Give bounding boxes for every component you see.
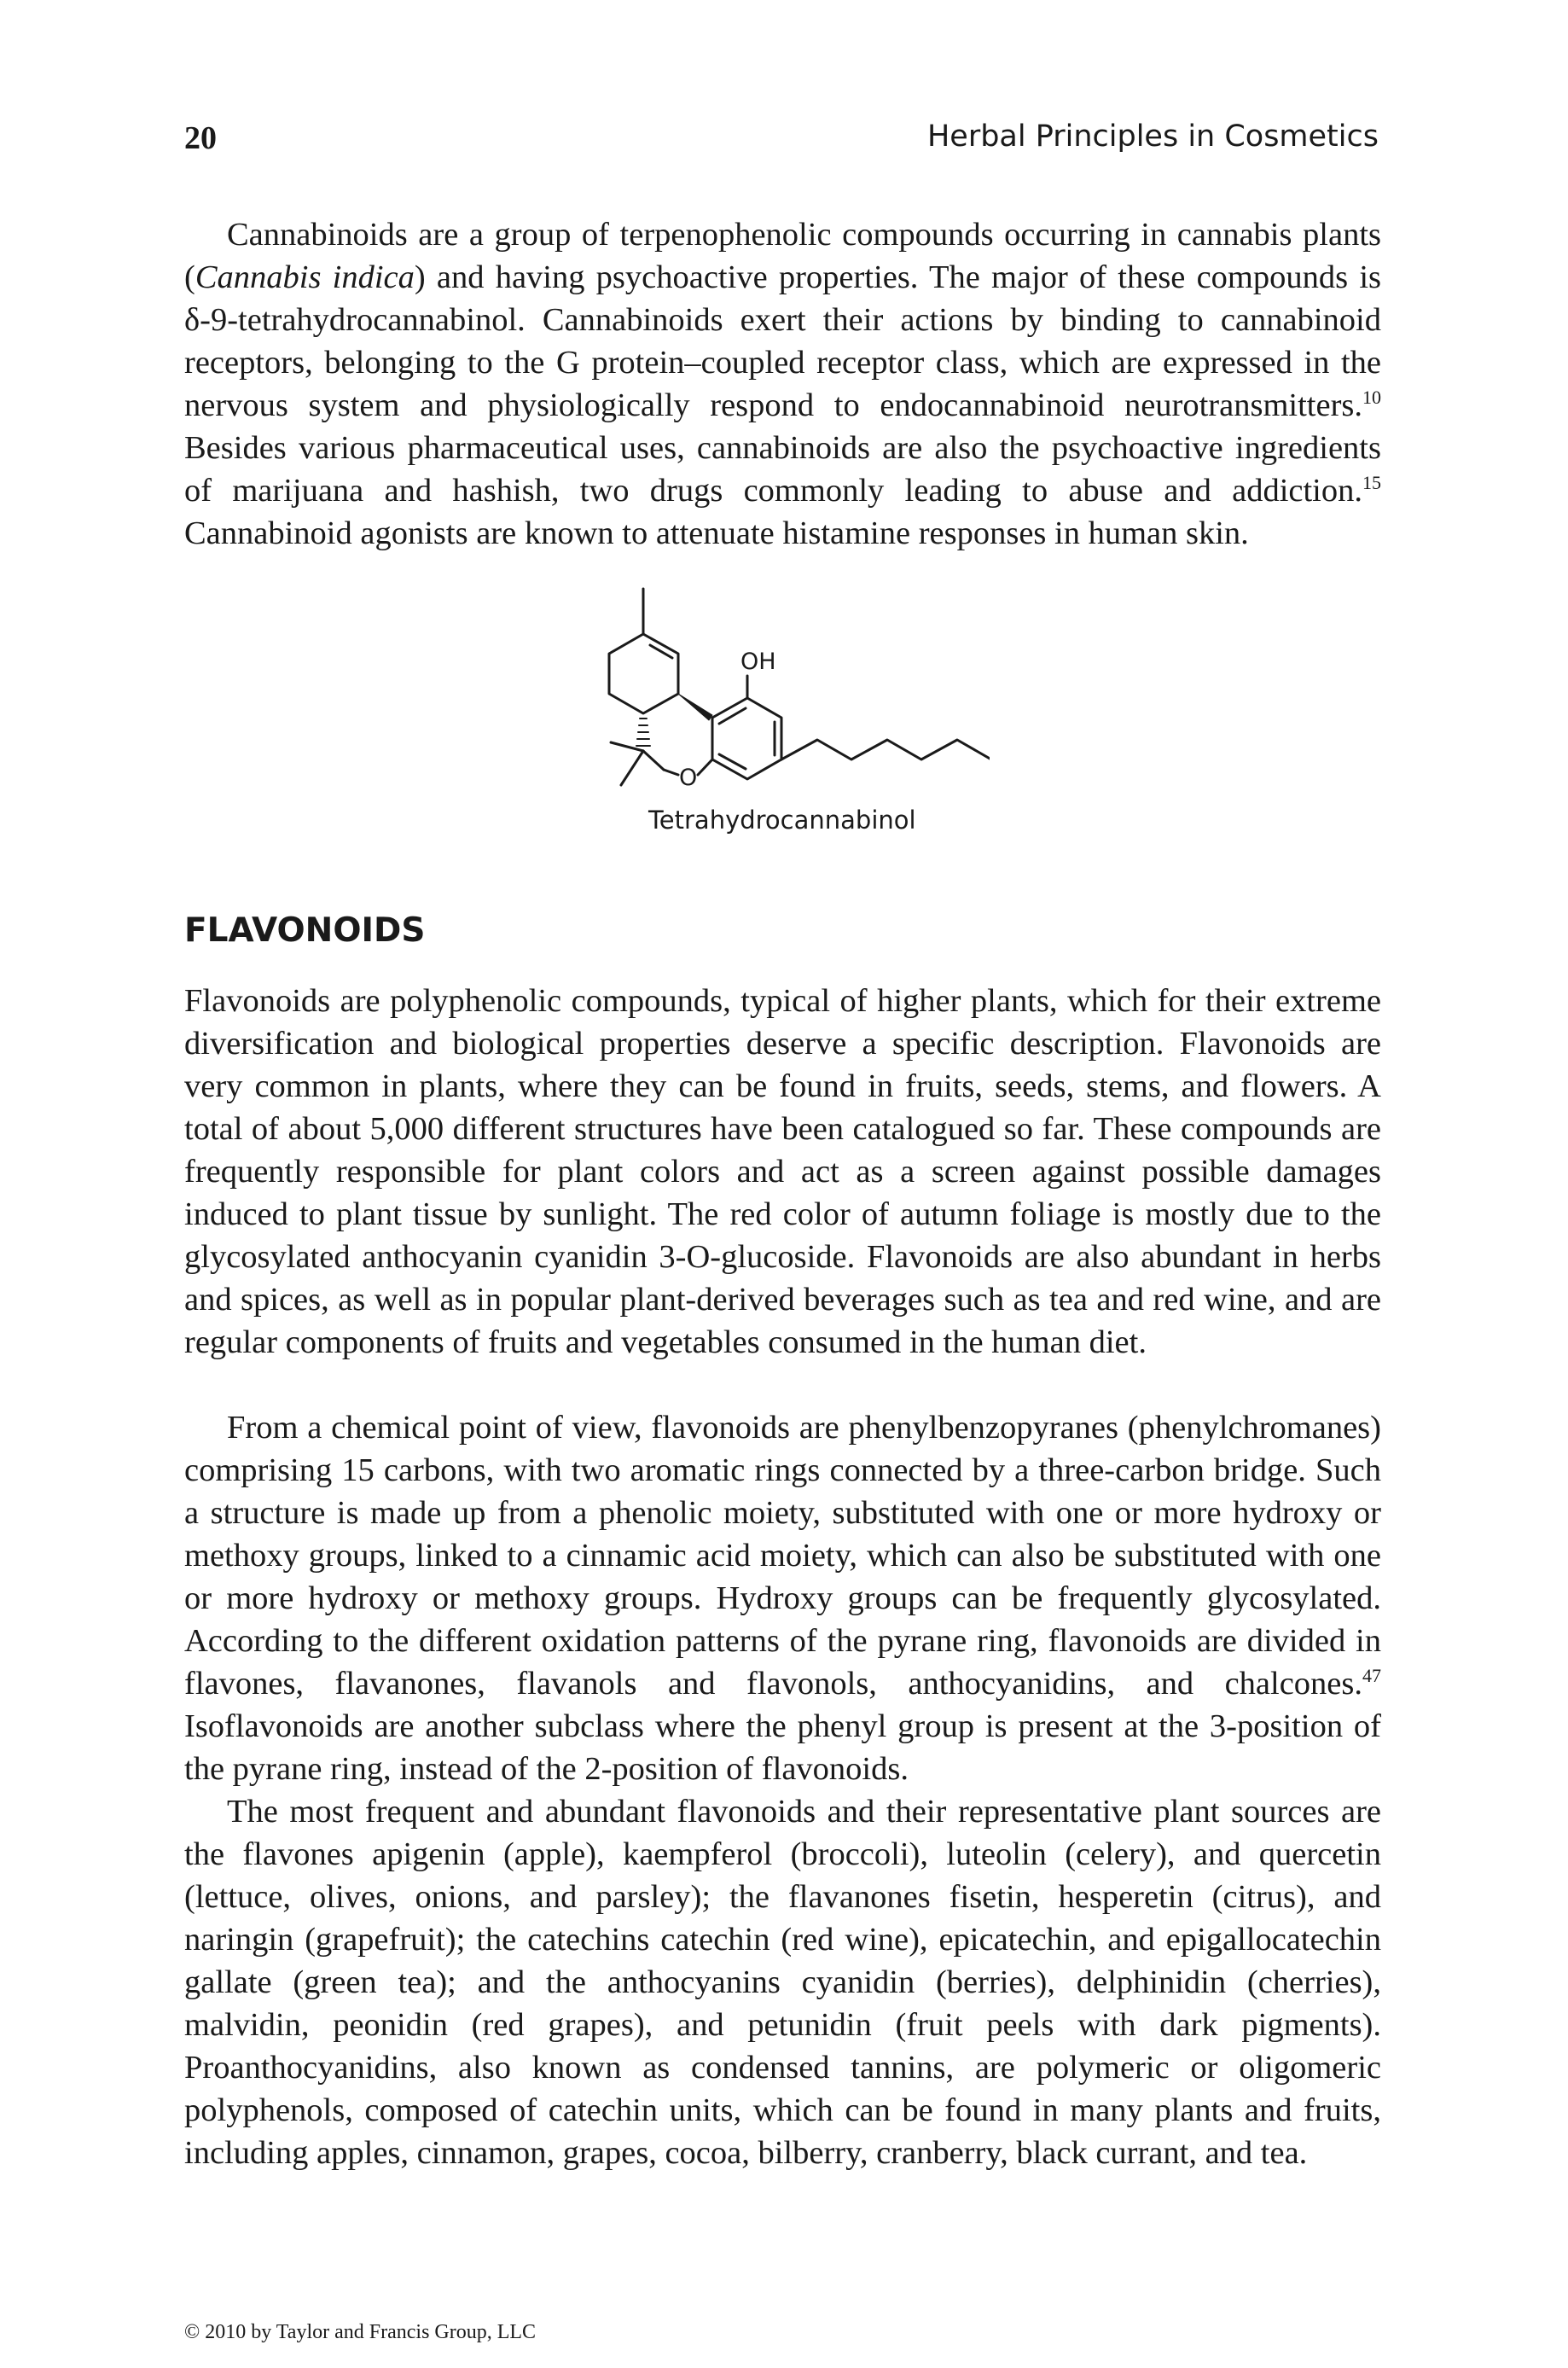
wedge-bond xyxy=(678,694,712,720)
citation-ref: 47 xyxy=(1362,1665,1381,1687)
text-segment: From a chemical point of view, flavonoids are phenylbenzopyranes (phenylchromanes) comprising 15 carbons, with two aromatic rings connected by a three-carbon bridge. Such a structure is made up from a phenolic moiety, substituted with one or more hydroxy or methoxy groups, linked to a cinnamic acid moiety, which can also be substituted with one or more hydroxy or methoxy groups. Hydroxy groups can be frequently glycosylated. According to the different oxidation patterns of the pyrane ring, flavonoids are divided in flavones, flavanones, flavanols and flavonols, anthocyanidins, and chalcones. xyxy=(184,1410,1381,1702)
oxygen-label: O xyxy=(679,765,698,791)
text-segment: Isoflavonoids are another subclass where the phenyl group is present at the 3-position of the pyrane ring, instead of the 2-position of flavonoids. xyxy=(184,1708,1381,1787)
flavonoids-paragraph-2 xyxy=(184,1406,1381,1790)
hashed-bond xyxy=(636,719,650,746)
text-segment: Besides various pharmaceutical uses, cannabinoids are also the psychoactive ingredients of marijuana and hashish, two drugs commonly leading to abuse and addiction. xyxy=(184,430,1381,509)
cyclohexene-ring xyxy=(609,634,678,713)
pyran-bond xyxy=(698,759,712,775)
text-segment: ) and having psychoactive properties. The major of these compounds is δ-9-tetrahydrocannabinol. Cannabinoids exert their actions by binding to cannabinoid receptors, belonging to the G protein–coupled receptor class, which are expressed in the nervous system and physiologically respond to endocannabinoid neurotransmitters. xyxy=(184,259,1381,423)
citation-ref: 10 xyxy=(1362,387,1381,409)
flavonoids-paragraph-3: The most frequent and abundant flavonoids and their representative plant sources are the flavones apigenin (apple), kaempferol (broccoli), luteolin (celery), and quercetin (lettuce, olives, onions, and parsley); the flavanones fisetin, hesperetin (citrus), and naringin (grapefruit); the catechins catechin (red wine), epicatechin, and epigallocatechin gallate (green tea); and the anthocyanins cyanidin (berries), delphinidin (cherries), malvidin, peonidin (red grapes), and petunidin (fruit peels with dark pigments). Proanthocyanidins, also known as condensed tannins, are polymeric or oligomeric polyphenols, composed of catechin units, which can be found in many plants and fruits, including apples, cinnamon, grapes, cocoa, bilberry, cranberry, black currant, and tea. xyxy=(184,1794,1381,2171)
species-name: Cannabis indica xyxy=(195,259,415,295)
pyran-bond xyxy=(664,770,678,775)
hydroxyl-label: OH xyxy=(740,649,776,675)
aromatic-ring xyxy=(712,698,781,779)
citation-ref: 15 xyxy=(1362,472,1381,494)
copyright-notice: © 2010 by Taylor and Francis Group, LLC xyxy=(184,2321,537,2343)
flavonoids-paragraph-1: Flavonoids are polyphenolic compounds, typical of higher plants, which for their extreme diversification and biological properties deserve a specific description. Flavonoids are very common in plants, where they can be found in fruits, seeds, stems, and flowers. A total of about 5,000 different structures have been catalogued so far. These compounds are frequently responsible for plant colors and act as a screen against possible damages induced to plant tissue by sunlight. The red color of autumn foliage is mostly due to the glycosylated anthocyanin cyanidin 3-O-glucoside. Flavonoids are also abundant in herbs and spices, as well as in popular plant-derived beverages such as tea and red wine, and are regular components of fruits and vegetables consumed in the human diet. xyxy=(184,983,1381,1360)
methyl-bond xyxy=(621,751,643,785)
pentyl-chain xyxy=(781,740,990,759)
page-number: 20 xyxy=(184,120,217,156)
cannabinoids-paragraph xyxy=(184,213,1381,555)
text-segment: Cannabinoid agonists are known to attenuate histamine responses in human skin. xyxy=(184,515,1249,551)
figure-caption: Tetrahydrocannabinol xyxy=(648,806,916,835)
running-title: Herbal Principles in Cosmetics xyxy=(926,119,1379,154)
text-segment: Cannabinoids are a group of terpenophenolic compounds occurring in cannabis plants ( xyxy=(184,217,1381,295)
section-heading: FLAVONOIDS xyxy=(184,911,426,950)
pyran-bond xyxy=(643,751,664,770)
